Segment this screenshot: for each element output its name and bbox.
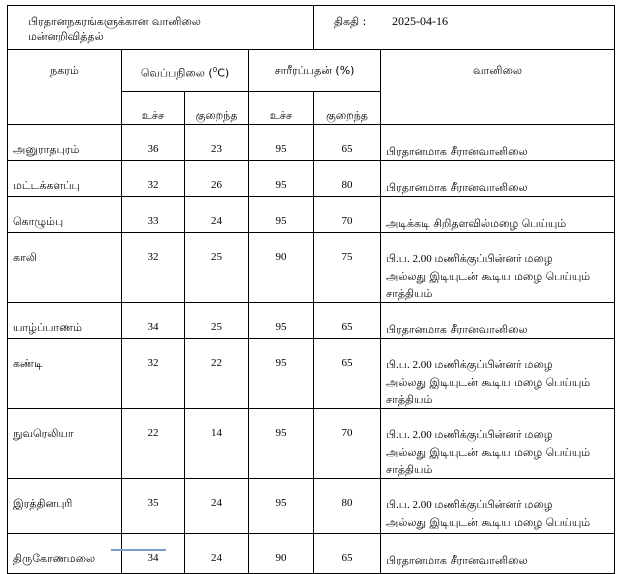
table-row (8, 409, 615, 479)
weather-cell (381, 303, 615, 339)
humidity-min-cell: 65 (314, 534, 381, 574)
humidity-min-cell: 65 (314, 339, 381, 409)
temp-min-cell: 25 (185, 233, 249, 303)
table-row (8, 479, 615, 534)
title-line-2: மன்னறிவித்தல் (28, 30, 104, 43)
humidity-max-cell: 95 (249, 339, 314, 409)
humidity-max-cell: 95 (249, 479, 314, 534)
humidity-min-cell: 65 (314, 125, 381, 161)
weather-line: பி.ப. 2.00 மணிக்குப்பின்னர் மழை (386, 359, 553, 371)
humidity-max-cell: 95 (249, 409, 314, 479)
temp-max-cell: 32 (122, 339, 185, 409)
table-row (8, 534, 615, 574)
weather-cell (381, 339, 615, 409)
temp-max-cell: 33 (122, 197, 185, 233)
city-cell: நுவரெலியா (8, 409, 122, 479)
humidity-max-cell: 90 (249, 534, 314, 574)
temp-min-cell: 24 (185, 534, 249, 574)
date-value: 2025-04-16 (392, 14, 449, 28)
temp-min-cell: 24 (185, 197, 249, 233)
humidity-max-cell: 95 (249, 303, 314, 339)
city-column-header: நகரம் (8, 50, 122, 125)
title-line-1: பிரதானநகரங்களுக்கான வானிலை (28, 15, 201, 28)
weather-cell (381, 534, 615, 574)
humidity-min-cell: 65 (314, 303, 381, 339)
humidity-min-cell: 80 (314, 161, 381, 197)
temp-min-cell: 23 (185, 125, 249, 161)
city-cell: மட்டக்களப்பு (8, 161, 122, 197)
table-row (8, 233, 615, 303)
city-cell: யாழ்ப்பாணம் (8, 303, 122, 339)
humidity-min-cell: 70 (314, 197, 381, 233)
temp-max-cell: 32 (122, 233, 185, 303)
city-cell: அனுராதபுரம் (8, 125, 122, 161)
weather-line: அடிக்கடி சிறிதளவில்மழை பெய்யும் (386, 217, 567, 230)
humidity-max-cell: 95 (249, 125, 314, 161)
temp-max-cell: 36 (122, 125, 185, 161)
weather-forecast-table (7, 5, 615, 574)
weather-line: பிரதானமாக சீரானவானிலை (386, 145, 528, 158)
weather-line: பி.ப. 2.00 மணிக்குப்பின்னர் மழை (386, 499, 553, 511)
table-row (8, 197, 615, 233)
temp-min-cell: 26 (185, 161, 249, 197)
temperature-column-header: வெப்பநிலை ($^0$C) (122, 50, 249, 92)
table-row (8, 339, 615, 409)
humidity-max-cell: 95 (249, 161, 314, 197)
humidity-max-cell: 95 (249, 197, 314, 233)
temp-max-cell: 34 (122, 534, 185, 574)
humidity-column-header: சாரீரப்பதன் (%) (249, 50, 381, 92)
temp-max-cell: 22 (122, 409, 185, 479)
weather-column-header: வானிலை (381, 50, 615, 125)
weather-cell (381, 409, 615, 479)
forecast-frame (7, 5, 615, 574)
weather-line: பிரதானமாக சீரானவானிலை (386, 554, 528, 567)
temp-max-cell: 34 (122, 303, 185, 339)
city-cell: திருகோணமலை (8, 534, 122, 574)
temp-max-cell: 32 (122, 161, 185, 197)
humidity-max-cell: 90 (249, 233, 314, 303)
city-cell: இரத்தினபுரி (8, 479, 122, 534)
table-row (8, 161, 615, 197)
city-cell: கொழும்பு (8, 197, 122, 233)
table-title (8, 6, 314, 50)
weather-line: சாத்தியம் (386, 393, 433, 406)
city-cell: காலி (8, 233, 122, 303)
humidity-max-header: உச்ச (249, 92, 314, 125)
temp-min-header: குறைந்த (185, 92, 249, 125)
weather-line: பிரதானமாக சீரானவானிலை (386, 323, 528, 336)
weather-cell (381, 479, 615, 534)
table-row (8, 303, 615, 339)
city-cell: கண்டி (8, 339, 122, 409)
humidity-min-cell: 70 (314, 409, 381, 479)
humidity-min-cell: 80 (314, 479, 381, 534)
title-row (8, 6, 615, 50)
weather-line: அல்லது இடியுடன் கூடிய மழை பெய்யும் (386, 270, 591, 283)
humidity-min-cell: 75 (314, 233, 381, 303)
temp-max-cell: 35 (122, 479, 185, 534)
temp-min-cell: 22 (185, 339, 249, 409)
temp-min-cell: 24 (185, 479, 249, 534)
weather-line: அல்லது இடியுடன் கூடிய மழை பெய்யும் (386, 446, 591, 459)
humidity-min-header: குறைந்த (314, 92, 381, 125)
weather-cell (381, 233, 615, 303)
weather-cell (381, 197, 615, 233)
temp-min-cell: 14 (185, 409, 249, 479)
weather-line: சாத்தியம் (386, 287, 433, 300)
temp-max-header: உச்ச (122, 92, 185, 125)
temp-min-cell: 25 (185, 303, 249, 339)
weather-line: பி.ப. 2.00 மணிக்குப்பின்னர் மழை (386, 253, 553, 265)
weather-line: அல்லது இடியுடன் கூடிய மழை பெய்யும் (386, 516, 591, 529)
weather-line: சாத்தியம் (386, 463, 433, 476)
weather-cell (381, 125, 615, 161)
date-cell (314, 6, 615, 50)
weather-line: அல்லது இடியுடன் கூடிய மழை பெய்யும் (386, 376, 591, 389)
date-label: திகதி : (334, 15, 367, 28)
weather-line: பிரதானமாக சீரானவானிலை (386, 181, 528, 194)
weather-cell (381, 161, 615, 197)
table-row (8, 125, 615, 161)
weather-line: பி.ப. 2.00 மணிக்குப்பின்னர் மழை (386, 429, 553, 441)
header-row-1 (8, 50, 615, 92)
